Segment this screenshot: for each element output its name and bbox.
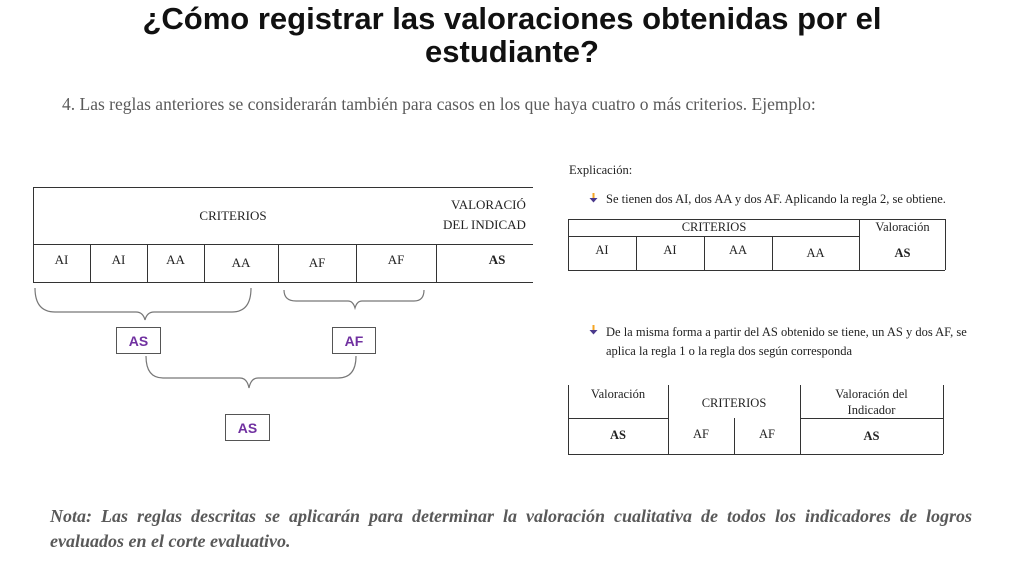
valoracion-header-line-2: DEL INDICAD <box>443 217 526 232</box>
page-title-line-1: ¿Cómo registrar las valoraciones obtenidas por el <box>142 1 882 36</box>
table-divider-h <box>568 418 668 419</box>
group2-result-box: AF <box>332 327 376 354</box>
group1-result-box: AS <box>116 327 161 354</box>
explanation-bullet-2-line-2: aplica la regla 1 o la regla dos según corresponda <box>606 344 853 358</box>
criterio-cell: AF <box>308 255 326 270</box>
table-divider-h <box>800 418 943 419</box>
table1-criterios-header: CRITERIOS <box>681 220 747 234</box>
table-border-bottom <box>568 454 943 455</box>
bullet-arrow-icon <box>589 193 598 203</box>
table2-valoracion-header: Valoración <box>590 386 646 401</box>
criterio-cell: AI <box>54 252 69 267</box>
table1-cell: AI <box>663 243 677 257</box>
table2-criterios-header: CRITERIOS <box>701 395 767 410</box>
criterio-cell: AI <box>111 252 126 267</box>
criterios-header: CRITERIOS <box>199 208 267 223</box>
page-subtitle: 4. Las reglas anteriores se considerarán también para casos en los que haya cuatro o más criterios. Ejemplo: <box>62 94 816 114</box>
valoracion-result: AS <box>488 252 506 267</box>
criterio-cell: AA <box>231 255 251 270</box>
table2-indicador-header <box>800 386 943 418</box>
explanation-bullet-1: Se tienen dos AI, dos AA y dos AF. Aplicando la regla 2, se obtiene. <box>606 192 946 206</box>
table1-result: AS <box>894 246 911 260</box>
table2-indicador-header-line-2: Indicador <box>847 403 896 417</box>
explanation-label: Explicación: <box>569 163 633 177</box>
explanation-bullet-2 <box>606 323 967 361</box>
table2-cell: AF <box>759 426 775 441</box>
criterio-cell: AF <box>387 252 405 267</box>
table-border-right <box>943 385 944 454</box>
table1-cell: AI <box>595 243 609 257</box>
table1-cell: AA <box>728 243 748 257</box>
bullet-arrow-icon <box>589 325 598 335</box>
valoracion-header-line-1: VALORACIÓ <box>451 197 526 212</box>
criterio-cell: AA <box>166 252 185 267</box>
table2-valoracion-value: AS <box>610 427 626 442</box>
table-border-right <box>945 219 946 270</box>
explanation-bullet-2-line-1: De la misma forma a partir del AS obtenido se tiene, un AS y dos AF, se <box>606 325 967 339</box>
final-result-box: AS <box>225 414 270 441</box>
table1-valoracion-header: Valoración <box>875 220 930 234</box>
table2-indicador-header-line-1: Valoración del <box>835 387 908 401</box>
table2-cell: AF <box>693 426 709 441</box>
page-title-line-2: estudiante? <box>425 34 599 69</box>
table-border-bottom <box>568 270 945 271</box>
table2-result: AS <box>863 428 880 443</box>
table1-cell: AA <box>806 246 825 260</box>
footer-note: Nota: Las reglas descritas se aplicarán para determinar la valoración cualitativa de todos los indicadores de logros evaluados en el corte evaluativo. <box>50 506 972 551</box>
